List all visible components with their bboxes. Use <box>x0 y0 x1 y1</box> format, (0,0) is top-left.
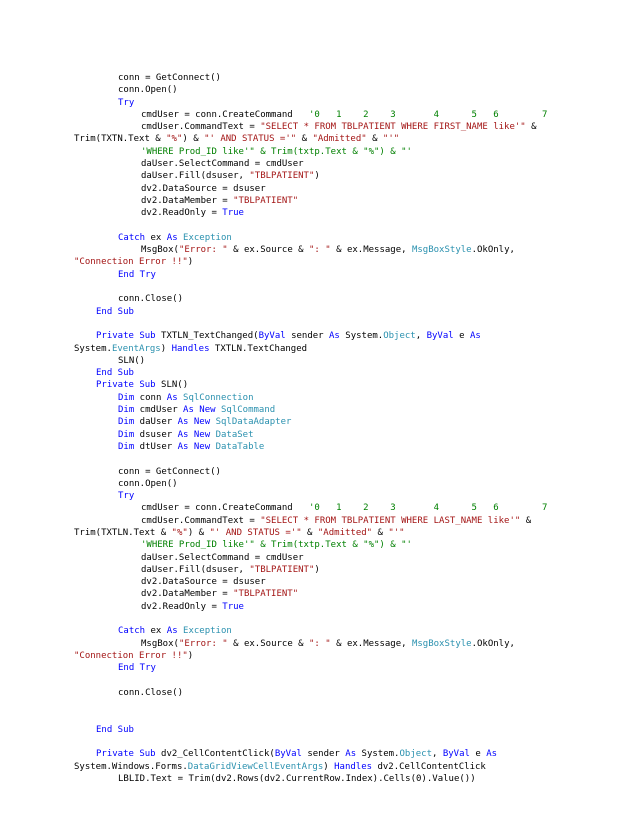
code-token: As New <box>177 417 211 428</box>
code-token: System. <box>356 749 400 760</box>
code-token: "' AND STATUS ='" <box>204 134 297 145</box>
code-token: , <box>415 331 427 342</box>
code-token: & <box>525 122 537 133</box>
code-token: '0 1 2 3 4 5 6 7 <box>308 503 548 514</box>
code-token: 'WHERE Prod_ID like'" & Trim(txtp.Text & "%") & "' <box>141 146 412 157</box>
code-line <box>0 773 638 785</box>
code-token: & <box>372 527 389 538</box>
code-line <box>0 650 638 662</box>
code-token: 'WHERE Prod_ID like'" & Trim(txtp.Text & "%") & "' <box>141 540 412 551</box>
code-token: daUser.SelectCommand = cmdUser <box>141 159 304 170</box>
code-token: Trim(TXTN.Text & <box>74 134 167 145</box>
code-token: As <box>166 232 178 243</box>
code-token: TXTLN.TextChanged <box>209 343 308 354</box>
code-token: & <box>366 134 383 145</box>
code-token: System.Windows.Forms. <box>74 761 188 772</box>
code-line <box>0 429 638 441</box>
code-token: True <box>222 601 244 612</box>
code-token: "TBLPATIENT" <box>249 171 315 182</box>
code-line <box>0 711 638 723</box>
code-token: "SELECT * FROM TBLPATIENT WHERE LAST_NAME like'" <box>260 515 521 526</box>
code-line <box>0 318 638 330</box>
code-line <box>0 539 638 551</box>
code-line <box>0 466 638 478</box>
code-line <box>0 502 638 514</box>
code-line <box>0 416 638 428</box>
code-line <box>0 638 638 650</box>
code-token: & <box>520 515 532 526</box>
code-line <box>0 220 638 232</box>
code-token: ) & <box>182 134 205 145</box>
code-token: True <box>222 208 244 219</box>
code-line <box>0 97 638 109</box>
code-token: conn <box>134 392 167 403</box>
code-token: & <box>296 134 313 145</box>
code-token: As New <box>177 441 211 452</box>
code-token: "TBLPATIENT" <box>249 564 315 575</box>
code-line <box>0 736 638 748</box>
code-token: , <box>432 749 443 760</box>
code-line <box>0 343 638 355</box>
code-token: conn = GetConnect() <box>118 466 221 477</box>
code-token: dv2.CellContentClick <box>372 761 486 772</box>
code-line <box>0 490 638 502</box>
code-line <box>0 207 638 219</box>
code-token: sender <box>301 749 346 760</box>
code-token: As <box>345 749 357 760</box>
code-token: '0 1 2 3 4 5 6 7 <box>308 109 548 120</box>
code-line <box>0 306 638 318</box>
code-line <box>0 355 638 367</box>
code-line <box>0 441 638 453</box>
code-token: conn.Open() <box>118 478 178 489</box>
code-line <box>0 699 638 711</box>
code-token: & ex.Message, <box>330 638 412 649</box>
code-token: Dim <box>118 392 135 403</box>
code-token: conn.Close() <box>118 687 184 698</box>
code-token: "Admitted" <box>317 527 373 538</box>
code-line <box>0 146 638 158</box>
code-line <box>0 367 638 379</box>
code-token: Try <box>118 491 135 502</box>
code-token: Dim <box>118 429 135 440</box>
code-token: .OkOnly, <box>471 245 515 256</box>
code-token: End Sub <box>96 306 134 317</box>
code-token: cmdUser = conn.CreateCommand <box>141 503 309 514</box>
code-line <box>0 158 638 170</box>
code-token: SqlCommand <box>220 405 276 416</box>
code-token: SLN() <box>155 380 189 391</box>
code-token: ) <box>314 171 320 182</box>
code-token: "TBLPATIENT" <box>233 195 299 206</box>
code-line <box>0 527 638 539</box>
code-token: SLN() <box>118 355 146 366</box>
code-line <box>0 392 638 404</box>
code-token: EventArgs <box>111 343 161 354</box>
code-line <box>0 121 638 133</box>
code-line <box>0 133 638 145</box>
code-token: Trim(TXTLN.Text & <box>74 527 172 538</box>
code-token: ": " <box>309 245 331 256</box>
code-line <box>0 109 638 121</box>
code-token: DataGridViewCellEventArgs <box>187 761 324 772</box>
code-token: Private Sub <box>96 749 156 760</box>
code-token: "Connection Error !!" <box>74 650 188 661</box>
code-token: sender <box>285 331 330 342</box>
code-token: cmdUser.CommandText = <box>141 515 261 526</box>
code-line <box>0 453 638 465</box>
code-line <box>0 183 638 195</box>
code-token: conn.Open() <box>118 85 178 96</box>
code-token: cmdUser <box>134 405 184 416</box>
code-token: dv2.DataMember = <box>141 195 234 206</box>
code-token: MsgBox( <box>141 638 179 649</box>
code-token: & ex.Source & <box>227 638 309 649</box>
code-line <box>0 662 638 674</box>
code-token: MsgBox( <box>141 245 179 256</box>
code-line <box>0 588 638 600</box>
code-token: End Try <box>118 663 156 674</box>
code-token: SqlDataAdapter <box>215 417 292 428</box>
code-token: Catch <box>118 232 146 243</box>
code-line <box>0 269 638 281</box>
code-token: ex <box>145 626 167 637</box>
code-token: Object <box>399 749 432 760</box>
code-token: ) <box>323 761 335 772</box>
code-token: MsgBoxStyle <box>411 245 472 256</box>
code-line <box>0 330 638 342</box>
code-token: Catch <box>118 626 146 637</box>
code-listing <box>0 72 638 785</box>
code-token: "Admitted" <box>312 134 367 145</box>
code-token: End Sub <box>96 368 134 379</box>
code-token: Handles <box>334 761 373 772</box>
code-token: Object <box>383 331 416 342</box>
code-token: daUser.Fill(dsuser, <box>141 171 250 182</box>
code-token: daUser.Fill(dsuser, <box>141 564 250 575</box>
code-token: ) <box>187 650 194 661</box>
code-token: e <box>453 331 470 342</box>
code-line <box>0 170 638 182</box>
code-token: conn.Close() <box>118 294 184 305</box>
code-token: dv2.DataMember = <box>141 589 234 600</box>
code-token: As <box>329 331 340 342</box>
code-token: Private Sub <box>96 331 156 342</box>
code-token: Dim <box>118 417 135 428</box>
code-token: dv2.ReadOnly = <box>141 601 223 612</box>
code-token: System. <box>339 331 384 342</box>
code-token: daUser.SelectCommand = cmdUser <box>141 552 304 563</box>
code-token: dv2_CellContentClick( <box>155 749 275 760</box>
code-line <box>0 761 638 773</box>
code-token: ) <box>187 257 194 268</box>
code-token: "%" <box>171 527 188 538</box>
code-token: dv2.ReadOnly = <box>141 208 223 219</box>
code-token: & <box>301 527 318 538</box>
code-token: Exception <box>183 626 232 637</box>
code-token: MsgBoxStyle <box>411 638 472 649</box>
code-token: TXTLN_TextChanged( <box>155 331 259 342</box>
code-token: ByVal <box>258 331 286 342</box>
code-token: dsuser <box>134 429 178 440</box>
code-token: "Connection Error !!" <box>74 257 188 268</box>
code-token: "'" <box>382 134 400 145</box>
code-token: Handles <box>171 343 210 354</box>
code-token: Dim <box>118 441 135 452</box>
code-token: & ex.Source & <box>227 245 309 256</box>
code-token: cmdUser.CommandText = <box>141 122 261 133</box>
code-line <box>0 564 638 576</box>
code-token: System. <box>74 343 112 354</box>
code-token: ex <box>145 232 167 243</box>
code-token: dv2.DataSource = dsuser <box>141 577 266 588</box>
code-line <box>0 379 638 391</box>
code-token: "' AND STATUS ='" <box>209 527 302 538</box>
code-line <box>0 72 638 84</box>
code-token: DataSet <box>215 429 254 440</box>
code-token: As <box>469 331 481 342</box>
code-line <box>0 281 638 293</box>
code-line <box>0 478 638 490</box>
code-token: LBLID.Text = Trim(dv2.Rows(dv2.CurrentRow.Index).Cells(0).Value()) <box>118 773 476 784</box>
code-token: As <box>166 626 178 637</box>
code-token: Private Sub <box>96 380 156 391</box>
code-line <box>0 601 638 613</box>
code-line <box>0 613 638 625</box>
code-token: e <box>469 749 487 760</box>
code-token: End Try <box>118 269 156 280</box>
code-token: "TBLPATIENT" <box>233 589 299 600</box>
code-token: "Error: " <box>178 245 228 256</box>
code-token: SqlConnection <box>183 392 254 403</box>
code-token: Try <box>118 97 135 108</box>
code-token: End Sub <box>96 724 134 735</box>
code-token: cmdUser = conn.CreateCommand <box>141 109 309 120</box>
code-token: .OkOnly, <box>471 638 515 649</box>
code-line <box>0 625 638 637</box>
code-token: & ex.Message, <box>330 245 412 256</box>
code-token: ByVal <box>442 749 470 760</box>
code-token: Dim <box>118 405 135 416</box>
code-line <box>0 748 638 760</box>
code-token: dtUser <box>134 441 178 452</box>
code-line <box>0 552 638 564</box>
code-line <box>0 404 638 416</box>
code-token: "Error: " <box>178 638 228 649</box>
code-token: ) <box>160 343 172 354</box>
code-line <box>0 515 638 527</box>
code-line <box>0 576 638 588</box>
code-token: As <box>166 392 178 403</box>
code-line <box>0 244 638 256</box>
code-token: As <box>486 749 498 760</box>
code-token: ) <box>314 564 320 575</box>
code-line <box>0 84 638 96</box>
code-token: ) & <box>187 527 210 538</box>
code-line <box>0 256 638 268</box>
code-line <box>0 195 638 207</box>
code-token: dv2.DataSource = dsuser <box>141 183 266 194</box>
code-line <box>0 232 638 244</box>
code-line <box>0 675 638 687</box>
code-token: daUser <box>134 417 178 428</box>
code-line <box>0 687 638 699</box>
code-line <box>0 724 638 736</box>
code-token: ": " <box>309 638 331 649</box>
code-token: "%" <box>166 134 183 145</box>
code-token: Exception <box>183 232 232 243</box>
code-token: ByVal <box>426 331 454 342</box>
code-token: DataTable <box>215 441 265 452</box>
code-token: conn = GetConnect() <box>118 73 221 83</box>
code-token: As New <box>183 405 216 416</box>
code-token: As New <box>177 429 211 440</box>
code-token: "SELECT * FROM TBLPATIENT WHERE FIRST_NAME like'" <box>260 122 526 133</box>
code-token: ByVal <box>274 749 302 760</box>
code-token: "'" <box>388 527 405 538</box>
code-line <box>0 293 638 305</box>
